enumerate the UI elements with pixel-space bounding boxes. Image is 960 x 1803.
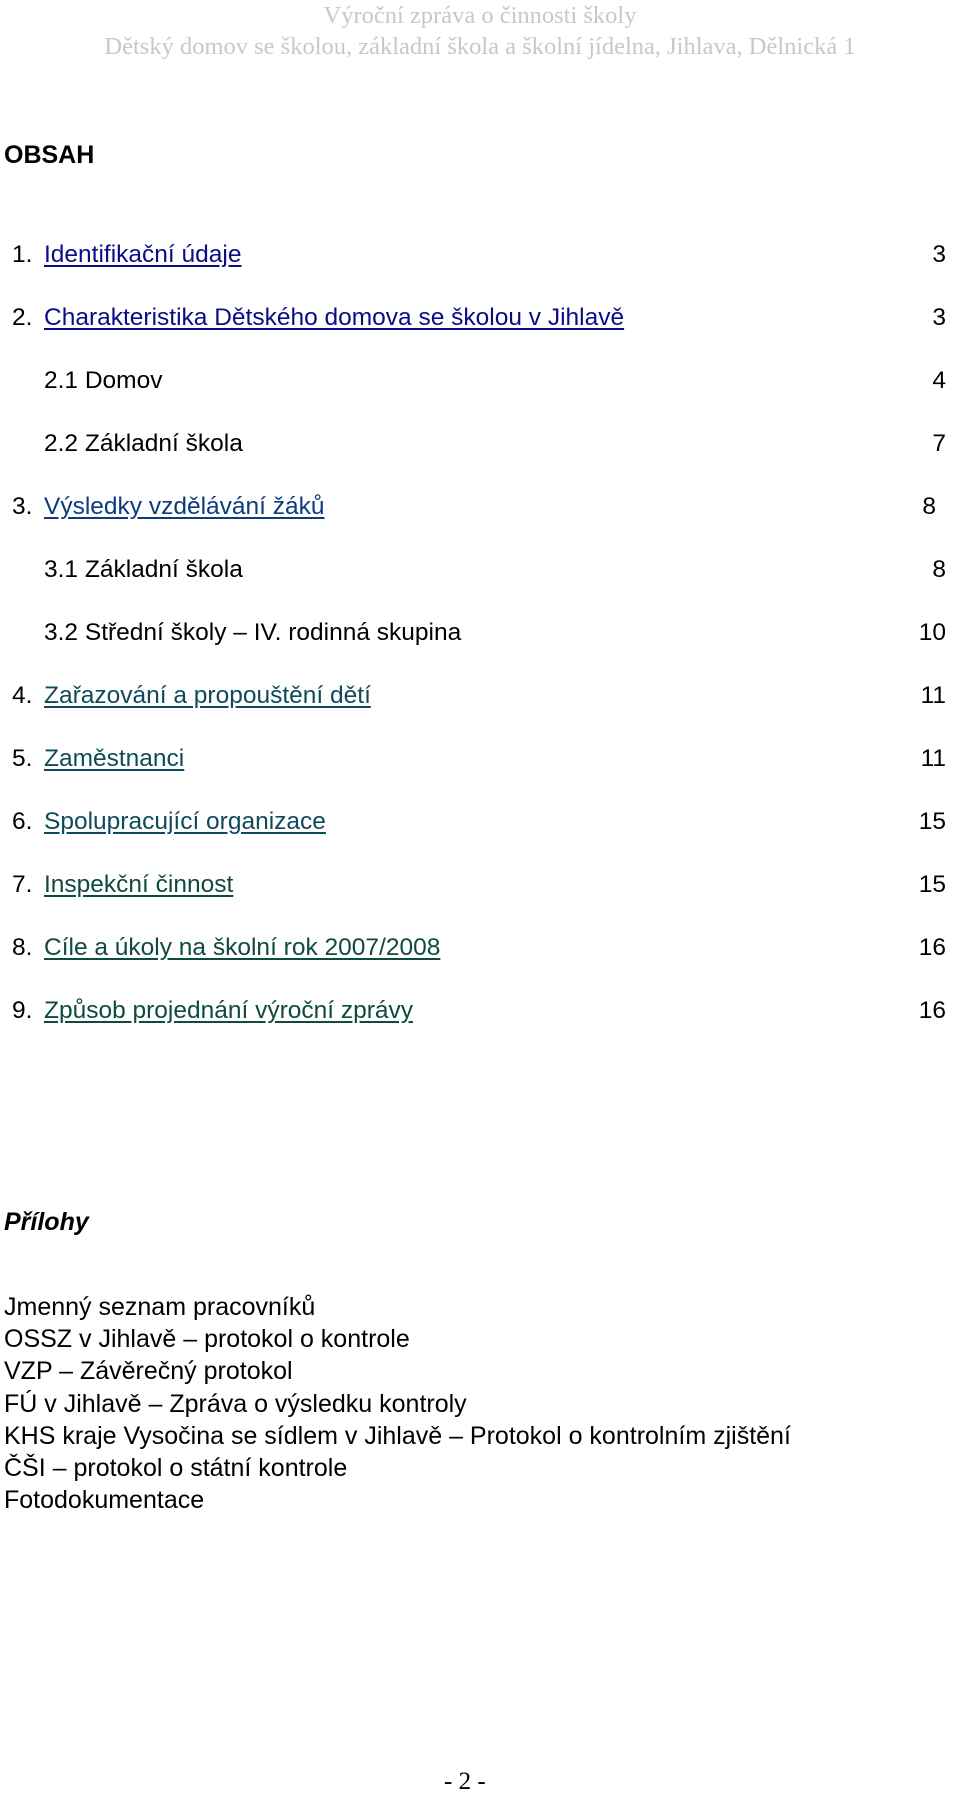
toc-entry-label[interactable]: 2.2 Základní škola xyxy=(44,430,243,457)
toc-entry-2[interactable] xyxy=(0,302,960,334)
toc-entry-number: 5. xyxy=(12,745,33,772)
toc-entry-label[interactable]: Výsledky vzdělávání žáků xyxy=(44,493,325,520)
toc-entry-number: 1. xyxy=(12,241,33,268)
annex-item: Jmenný seznam pracovníků xyxy=(4,1293,316,1321)
toc-entry-page: 8 xyxy=(932,556,946,583)
toc-entry-page: 3 xyxy=(932,304,946,331)
toc-entry-3-1[interactable] xyxy=(0,554,960,586)
annex-list xyxy=(4,1291,791,1516)
toc-entry-label[interactable]: Zařazování a propouštění dětí xyxy=(44,682,371,709)
toc-entry-4[interactable] xyxy=(0,680,960,712)
annex-item: KHS kraje Vysočina se sídlem v Jihlavě – Protokol o kontrolním zjištění xyxy=(4,1421,791,1450)
toc-entry-page: 11 xyxy=(920,745,946,772)
toc-entry-number: 2. xyxy=(12,304,33,331)
toc-entry-page: 10 xyxy=(918,619,946,646)
toc-entry-label[interactable]: Identifikační údaje xyxy=(44,241,242,268)
annex-item: OSSZ v Jihlavě – protokol o kontrole xyxy=(4,1325,410,1354)
toc-entry-label[interactable]: Cíle a úkoly na školní rok 2007/2008 xyxy=(44,934,441,961)
toc-heading: OBSAH xyxy=(4,141,95,169)
toc-entry-9[interactable] xyxy=(0,995,960,1027)
toc-entry-number: 4. xyxy=(12,682,33,709)
toc-entry-label[interactable]: 3.1 Základní škola xyxy=(44,556,243,583)
toc-entry-page: 7 xyxy=(932,430,946,457)
toc-entry-8[interactable] xyxy=(0,932,960,964)
toc-entry-label[interactable]: Způsob projednání výroční zprávy xyxy=(44,997,414,1024)
toc-entry-3-2[interactable] xyxy=(0,617,960,649)
toc-entry-number: 7. xyxy=(12,871,33,898)
toc-entry-2-2[interactable] xyxy=(0,428,960,460)
toc-entry-page: 16 xyxy=(918,997,946,1024)
toc-entry-number: 3. xyxy=(12,493,33,520)
toc-entry-label[interactable]: Charakteristika Dětského domova se školou v Jihlavě xyxy=(44,304,625,331)
toc-entry-page: 3 xyxy=(932,241,946,268)
annex-item: Fotodokumentace xyxy=(4,1486,205,1515)
toc-entry-label[interactable]: 3.2 Střední školy – IV. rodinná skupina xyxy=(44,619,462,646)
annex-item: VZP – Závěrečný protokol xyxy=(4,1357,293,1386)
toc-entry-6[interactable] xyxy=(0,806,960,838)
toc-entry-1[interactable] xyxy=(0,239,960,271)
toc-entry-5[interactable] xyxy=(0,743,960,775)
toc-entry-label[interactable]: Zaměstnanci xyxy=(44,745,185,772)
toc-entry-page: 15 xyxy=(918,871,946,898)
toc-entry-7[interactable] xyxy=(0,869,960,901)
toc-entry-2-1[interactable] xyxy=(0,365,960,397)
page-number: - 2 - xyxy=(444,1768,486,1795)
annexes-heading: Přílohy xyxy=(4,1208,89,1236)
toc-entry-page: 15 xyxy=(918,808,946,835)
annex-item: ČŠI – protokol o státní kontrole xyxy=(4,1454,348,1483)
toc-entry-label[interactable]: Inspekční činnost xyxy=(44,871,234,898)
toc-entry-number: 6. xyxy=(12,808,33,835)
toc-entry-number: 9. xyxy=(12,997,33,1024)
toc-entry-3[interactable] xyxy=(0,491,960,523)
toc-entry-page: 4 xyxy=(932,367,946,394)
toc-entry-label[interactable]: Spolupracující organizace xyxy=(44,808,326,835)
toc-entry-label[interactable]: 2.1 Domov xyxy=(44,367,163,394)
annex-item: FÚ v Jihlavě – Zpráva o výsledku kontroly xyxy=(4,1389,467,1418)
header-report-title: Výroční zpráva o činnosti školy xyxy=(323,2,637,29)
toc-entry-page: 11 xyxy=(920,682,946,709)
toc-entry-page: 8 xyxy=(922,493,936,520)
header-institution-name: Dětský domov se školou, základní škola a školní jídelna, Jihlava, Dělnická 1 xyxy=(104,33,856,60)
toc-entry-page: 16 xyxy=(918,934,946,961)
toc-entry-number: 8. xyxy=(12,934,33,961)
